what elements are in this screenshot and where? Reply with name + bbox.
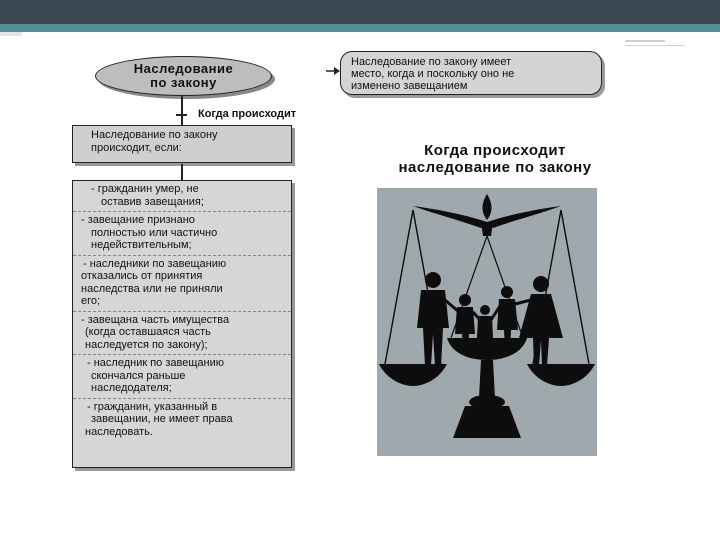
decor-line <box>0 32 22 36</box>
case-text: - наследники по завещанию <box>83 257 227 270</box>
case-text: наследства или не приняли <box>81 282 223 295</box>
definition-text: место, когда и поскольку оно не <box>351 68 515 80</box>
case-text: - завещание признано <box>81 214 195 226</box>
heading-text: наследование по закону <box>398 159 592 176</box>
node-text: Наследование <box>133 61 234 76</box>
heading-text: Когда происходит <box>424 142 566 159</box>
condition-box <box>72 125 292 163</box>
connector-line <box>181 96 183 125</box>
top-bar <box>0 0 720 24</box>
case-text: оставив завещания; <box>101 195 204 208</box>
case-text: отказались от принятия <box>81 270 203 282</box>
top-bar-accent <box>0 24 720 32</box>
node-inheritance-by-law <box>95 56 272 96</box>
definition-box <box>340 51 602 95</box>
case-text: наследодателя; <box>91 382 172 394</box>
connector-line <box>176 114 187 116</box>
definition-text: изменено завещанием <box>351 80 468 92</box>
list-item <box>73 399 291 442</box>
cases-list <box>72 180 292 468</box>
illustration-heading <box>345 142 645 176</box>
definition-text: Наследование по закону имеет <box>351 56 512 68</box>
scales-of-justice-with-family-icon <box>377 188 597 456</box>
case-text: - завещана часть имущества <box>81 313 230 326</box>
case-text: наследуется по закону); <box>85 338 208 351</box>
case-text: недействительным; <box>91 239 192 251</box>
connector-line <box>181 164 183 180</box>
case-text: полностью или частично <box>91 226 218 239</box>
connector-label: Когда происходит <box>198 108 297 120</box>
list-item <box>73 256 291 312</box>
scales-illustration <box>377 188 597 456</box>
case-text: - гражданин умер, не <box>91 183 199 195</box>
case-text: наследовать. <box>85 425 153 438</box>
case-text: его; <box>81 295 101 307</box>
case-text: (когда оставшаяся часть <box>85 326 211 338</box>
node-text: по закону <box>150 75 217 90</box>
condition-text: происходит, если: <box>91 142 182 154</box>
list-item <box>73 312 291 356</box>
decor-line <box>625 40 665 42</box>
list-item <box>73 212 291 256</box>
case-text: - гражданин, указанный в <box>87 400 218 413</box>
case-text: скончался раньше <box>91 369 186 382</box>
list-item <box>73 355 291 399</box>
decor-line <box>625 45 685 46</box>
list-item <box>73 181 291 212</box>
case-text: - наследник по завещанию <box>87 357 224 369</box>
case-text: завещании, не имеет права <box>91 413 233 425</box>
condition-text: Наследование по закону <box>91 129 218 141</box>
